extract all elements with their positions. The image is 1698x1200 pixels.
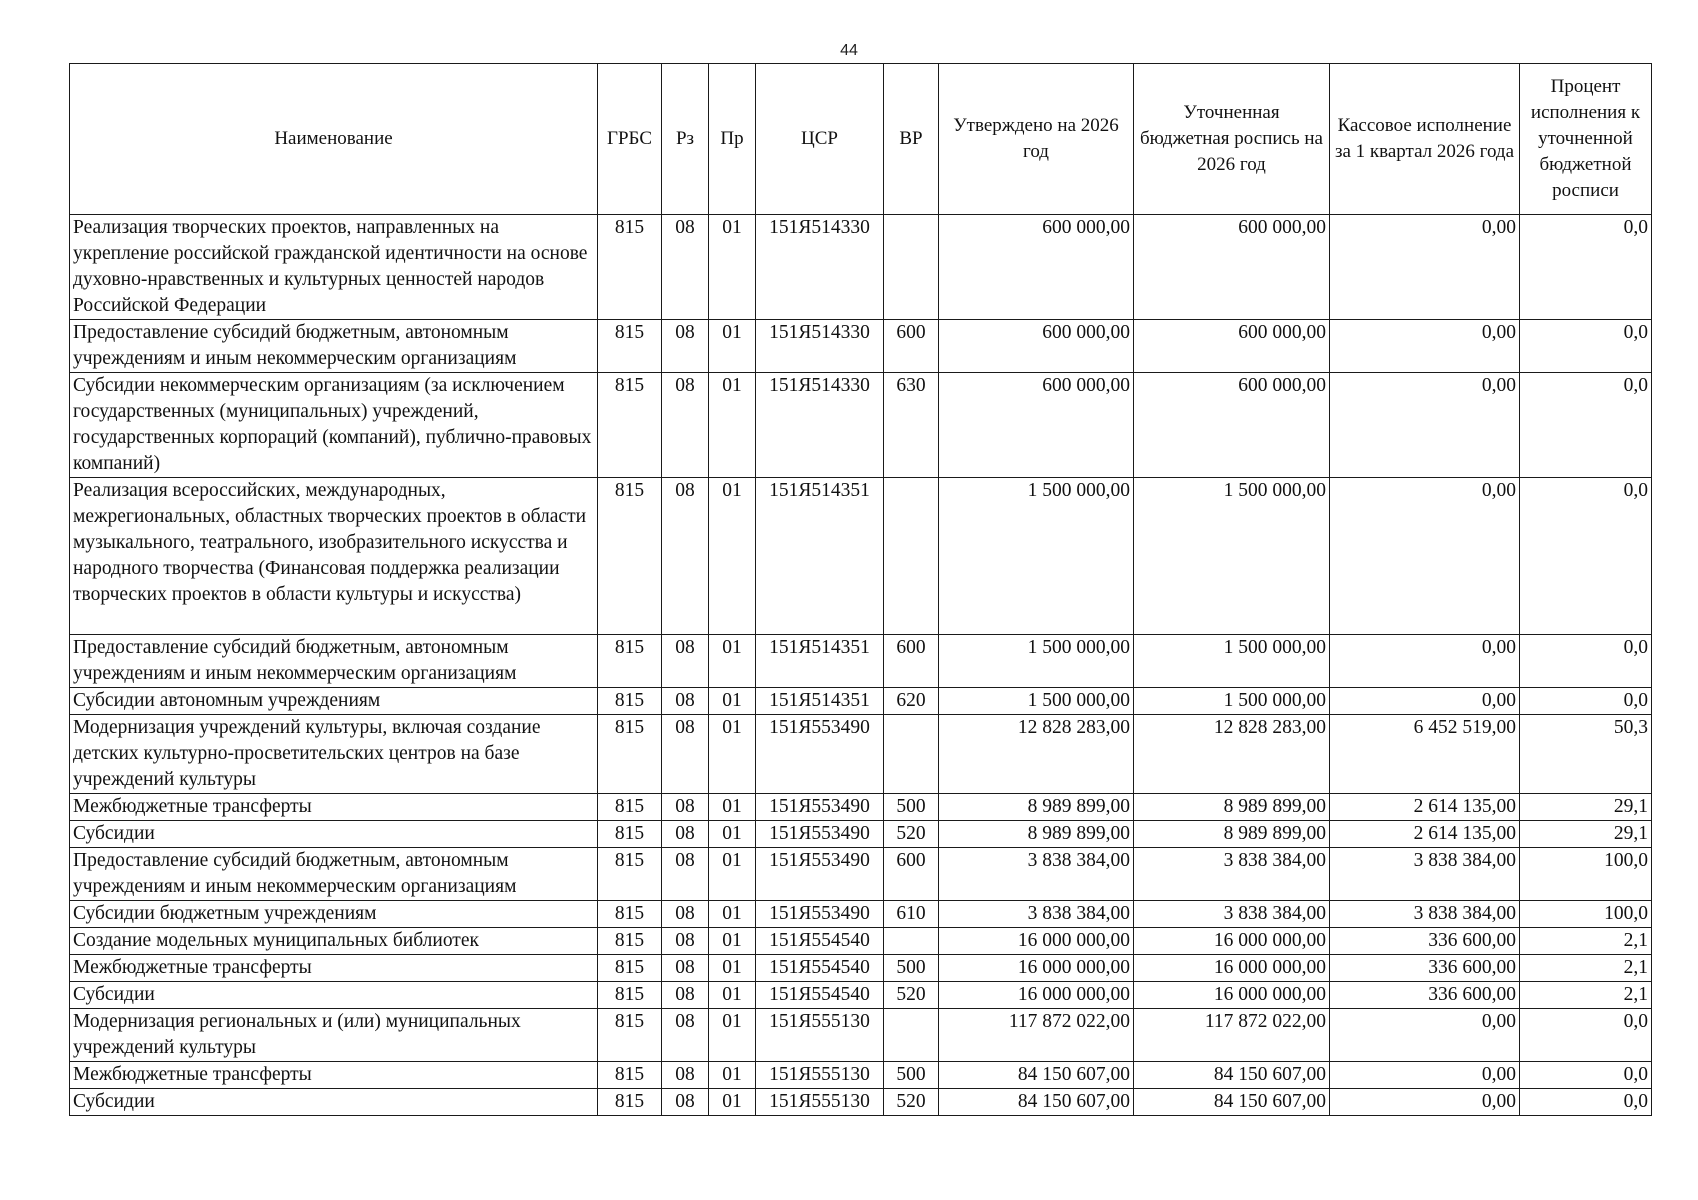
table-row xyxy=(70,373,1652,478)
row-csr: 151Я553490 xyxy=(756,821,884,848)
row-vr: 520 xyxy=(884,821,939,848)
header-pr: Пр xyxy=(709,64,756,215)
row-csr: 151Я514330 xyxy=(756,215,884,320)
row-refined: 12 828 283,00 xyxy=(1134,715,1330,794)
row-name: Субсидии xyxy=(70,982,598,1009)
row-approved: 84 150 607,00 xyxy=(939,1089,1134,1116)
table-row xyxy=(70,821,1652,848)
row-rz: 08 xyxy=(662,794,709,821)
row-executed: 0,00 xyxy=(1330,1062,1520,1089)
table-row xyxy=(70,982,1652,1009)
row-vr: 620 xyxy=(884,688,939,715)
row-name: Реализация всероссийских, международных, межрегиональных, областных творческих проектов в области музыкального, театрального, изобразительного искусства и народного творчества (Финансовая поддержка реализации творческих проектов в области культуры и искусства) xyxy=(70,478,598,635)
table-header-row xyxy=(70,64,1652,215)
row-csr: 151Я553490 xyxy=(756,901,884,928)
row-percent: 0,0 xyxy=(1520,1009,1652,1062)
row-grbs: 815 xyxy=(598,1009,662,1062)
row-percent: 0,0 xyxy=(1520,635,1652,688)
row-csr: 151Я514330 xyxy=(756,320,884,373)
row-pr: 01 xyxy=(709,478,756,635)
row-vr: 600 xyxy=(884,320,939,373)
row-rz: 08 xyxy=(662,821,709,848)
row-pr: 01 xyxy=(709,821,756,848)
row-percent: 0,0 xyxy=(1520,1062,1652,1089)
row-approved: 117 872 022,00 xyxy=(939,1009,1134,1062)
row-percent: 0,0 xyxy=(1520,320,1652,373)
header-name: Наименование xyxy=(70,64,598,215)
header-executed: Кассовое исполнение за 1 квартал 2026 года xyxy=(1330,64,1520,215)
table-row xyxy=(70,688,1652,715)
row-percent: 50,3 xyxy=(1520,715,1652,794)
row-percent: 2,1 xyxy=(1520,955,1652,982)
row-rz: 08 xyxy=(662,715,709,794)
row-approved: 600 000,00 xyxy=(939,215,1134,320)
header-approved: Утверждено на 2026 год xyxy=(939,64,1134,215)
row-executed: 2 614 135,00 xyxy=(1330,794,1520,821)
table-row xyxy=(70,715,1652,794)
row-refined: 8 989 899,00 xyxy=(1134,821,1330,848)
page-number: 44 xyxy=(840,42,858,59)
row-refined: 1 500 000,00 xyxy=(1134,478,1330,635)
row-executed: 0,00 xyxy=(1330,688,1520,715)
table-row xyxy=(70,635,1652,688)
row-pr: 01 xyxy=(709,928,756,955)
row-grbs: 815 xyxy=(598,928,662,955)
table-row xyxy=(70,1009,1652,1062)
row-grbs: 815 xyxy=(598,1089,662,1116)
header-csr: ЦСР xyxy=(756,64,884,215)
row-name: Межбюджетные трансферты xyxy=(70,1062,598,1089)
row-executed: 0,00 xyxy=(1330,478,1520,635)
row-rz: 08 xyxy=(662,320,709,373)
row-approved: 600 000,00 xyxy=(939,320,1134,373)
row-grbs: 815 xyxy=(598,715,662,794)
row-name: Межбюджетные трансферты xyxy=(70,794,598,821)
row-refined: 600 000,00 xyxy=(1134,215,1330,320)
row-grbs: 815 xyxy=(598,955,662,982)
row-refined: 3 838 384,00 xyxy=(1134,848,1330,901)
row-name: Модернизация региональных и (или) муниципальных учреждений культуры xyxy=(70,1009,598,1062)
row-grbs: 815 xyxy=(598,688,662,715)
row-percent: 29,1 xyxy=(1520,821,1652,848)
row-grbs: 815 xyxy=(598,478,662,635)
table-row xyxy=(70,215,1652,320)
row-name: Субсидии некоммерческим организациям (за исключением государственных (муниципальных) учреждений, государственных корпораций (компаний), публично-правовых компаний) xyxy=(70,373,598,478)
table-row xyxy=(70,1089,1652,1116)
row-executed: 0,00 xyxy=(1330,635,1520,688)
row-percent: 29,1 xyxy=(1520,794,1652,821)
table-row xyxy=(70,1062,1652,1089)
row-grbs: 815 xyxy=(598,635,662,688)
row-name: Создание модельных муниципальных библиотек xyxy=(70,928,598,955)
row-executed: 0,00 xyxy=(1330,1009,1520,1062)
row-refined: 600 000,00 xyxy=(1134,320,1330,373)
row-pr: 01 xyxy=(709,688,756,715)
row-percent: 0,0 xyxy=(1520,1089,1652,1116)
row-vr: 630 xyxy=(884,373,939,478)
header-rz: Рз xyxy=(662,64,709,215)
row-name: Реализация творческих проектов, направленных на укрепление российской гражданской идентичности на основе духовно-нравственных и культурных ценностей народов Российской Федерации xyxy=(70,215,598,320)
row-vr: 520 xyxy=(884,982,939,1009)
row-csr: 151Я554540 xyxy=(756,955,884,982)
row-pr: 01 xyxy=(709,373,756,478)
table-row xyxy=(70,848,1652,901)
row-rz: 08 xyxy=(662,928,709,955)
row-pr: 01 xyxy=(709,635,756,688)
row-name: Субсидии автономным учреждениям xyxy=(70,688,598,715)
row-csr: 151Я553490 xyxy=(756,848,884,901)
row-csr: 151Я553490 xyxy=(756,794,884,821)
row-pr: 01 xyxy=(709,901,756,928)
row-rz: 08 xyxy=(662,955,709,982)
row-grbs: 815 xyxy=(598,215,662,320)
row-refined: 8 989 899,00 xyxy=(1134,794,1330,821)
row-rz: 08 xyxy=(662,215,709,320)
row-pr: 01 xyxy=(709,320,756,373)
row-name: Предоставление субсидий бюджетным, автономным учреждениям и иным некоммерческим организациям xyxy=(70,635,598,688)
row-vr xyxy=(884,478,939,635)
row-csr: 151Я514351 xyxy=(756,688,884,715)
row-rz: 08 xyxy=(662,848,709,901)
row-rz: 08 xyxy=(662,982,709,1009)
table-row xyxy=(70,955,1652,982)
row-csr: 151Я553490 xyxy=(756,715,884,794)
row-vr xyxy=(884,715,939,794)
row-executed: 336 600,00 xyxy=(1330,955,1520,982)
row-grbs: 815 xyxy=(598,373,662,478)
row-refined: 16 000 000,00 xyxy=(1134,982,1330,1009)
row-rz: 08 xyxy=(662,1062,709,1089)
row-executed: 2 614 135,00 xyxy=(1330,821,1520,848)
row-percent: 0,0 xyxy=(1520,478,1652,635)
row-percent: 2,1 xyxy=(1520,982,1652,1009)
row-approved: 8 989 899,00 xyxy=(939,794,1134,821)
row-name: Субсидии xyxy=(70,821,598,848)
row-vr xyxy=(884,928,939,955)
table-row xyxy=(70,794,1652,821)
table-row xyxy=(70,478,1652,635)
row-pr: 01 xyxy=(709,715,756,794)
row-rz: 08 xyxy=(662,1009,709,1062)
header-percent: Процент исполнения к уточненной бюджетной росписи xyxy=(1520,64,1652,215)
row-name: Субсидии бюджетным учреждениям xyxy=(70,901,598,928)
row-approved: 16 000 000,00 xyxy=(939,928,1134,955)
row-pr: 01 xyxy=(709,215,756,320)
table-row xyxy=(70,901,1652,928)
row-approved: 1 500 000,00 xyxy=(939,688,1134,715)
row-csr: 151Я514351 xyxy=(756,635,884,688)
row-grbs: 815 xyxy=(598,901,662,928)
row-refined: 600 000,00 xyxy=(1134,373,1330,478)
header-vr: ВР xyxy=(884,64,939,215)
row-approved: 84 150 607,00 xyxy=(939,1062,1134,1089)
row-executed: 336 600,00 xyxy=(1330,928,1520,955)
row-vr xyxy=(884,215,939,320)
row-csr: 151Я514351 xyxy=(756,478,884,635)
row-refined: 16 000 000,00 xyxy=(1134,955,1330,982)
row-name: Субсидии xyxy=(70,1089,598,1116)
row-grbs: 815 xyxy=(598,794,662,821)
row-approved: 1 500 000,00 xyxy=(939,478,1134,635)
row-approved: 8 989 899,00 xyxy=(939,821,1134,848)
row-approved: 600 000,00 xyxy=(939,373,1134,478)
row-grbs: 815 xyxy=(598,1062,662,1089)
row-name: Межбюджетные трансферты xyxy=(70,955,598,982)
row-percent: 0,0 xyxy=(1520,688,1652,715)
row-pr: 01 xyxy=(709,1062,756,1089)
row-grbs: 815 xyxy=(598,320,662,373)
row-vr: 500 xyxy=(884,794,939,821)
header-refined: Уточненная бюджетная роспись на 2026 год xyxy=(1134,64,1330,215)
row-executed: 3 838 384,00 xyxy=(1330,901,1520,928)
row-rz: 08 xyxy=(662,373,709,478)
row-approved: 16 000 000,00 xyxy=(939,955,1134,982)
row-rz: 08 xyxy=(662,688,709,715)
row-executed: 6 452 519,00 xyxy=(1330,715,1520,794)
row-csr: 151Я514330 xyxy=(756,373,884,478)
row-csr: 151Я555130 xyxy=(756,1009,884,1062)
row-name: Предоставление субсидий бюджетным, автономным учреждениям и иным некоммерческим организациям xyxy=(70,320,598,373)
row-percent: 0,0 xyxy=(1520,373,1652,478)
row-pr: 01 xyxy=(709,848,756,901)
row-vr: 610 xyxy=(884,901,939,928)
row-approved: 12 828 283,00 xyxy=(939,715,1134,794)
row-executed: 0,00 xyxy=(1330,320,1520,373)
row-vr: 500 xyxy=(884,955,939,982)
row-csr: 151Я555130 xyxy=(756,1089,884,1116)
row-vr xyxy=(884,1009,939,1062)
row-vr: 500 xyxy=(884,1062,939,1089)
row-vr: 600 xyxy=(884,848,939,901)
row-refined: 84 150 607,00 xyxy=(1134,1062,1330,1089)
row-refined: 84 150 607,00 xyxy=(1134,1089,1330,1116)
row-executed: 0,00 xyxy=(1330,373,1520,478)
row-refined: 1 500 000,00 xyxy=(1134,688,1330,715)
row-percent: 0,0 xyxy=(1520,215,1652,320)
row-vr: 520 xyxy=(884,1089,939,1116)
row-approved: 1 500 000,00 xyxy=(939,635,1134,688)
row-csr: 151Я555130 xyxy=(756,1062,884,1089)
row-percent: 2,1 xyxy=(1520,928,1652,955)
row-rz: 08 xyxy=(662,1089,709,1116)
table-row xyxy=(70,320,1652,373)
row-pr: 01 xyxy=(709,1009,756,1062)
row-name: Модернизация учреждений культуры, включая создание детских культурно-просветительских центров на базе учреждений культуры xyxy=(70,715,598,794)
row-csr: 151Я554540 xyxy=(756,982,884,1009)
row-rz: 08 xyxy=(662,901,709,928)
row-grbs: 815 xyxy=(598,982,662,1009)
row-refined: 16 000 000,00 xyxy=(1134,928,1330,955)
row-pr: 01 xyxy=(709,955,756,982)
row-refined: 117 872 022,00 xyxy=(1134,1009,1330,1062)
row-vr: 600 xyxy=(884,635,939,688)
row-executed: 3 838 384,00 xyxy=(1330,848,1520,901)
row-percent: 100,0 xyxy=(1520,848,1652,901)
row-rz: 08 xyxy=(662,478,709,635)
row-executed: 336 600,00 xyxy=(1330,982,1520,1009)
row-executed: 0,00 xyxy=(1330,1089,1520,1116)
row-csr: 151Я554540 xyxy=(756,928,884,955)
budget-table xyxy=(69,63,1652,1116)
row-percent: 100,0 xyxy=(1520,901,1652,928)
header-grbs: ГРБС xyxy=(598,64,662,215)
row-grbs: 815 xyxy=(598,848,662,901)
row-refined: 3 838 384,00 xyxy=(1134,901,1330,928)
row-executed: 0,00 xyxy=(1330,215,1520,320)
row-approved: 3 838 384,00 xyxy=(939,848,1134,901)
table-row xyxy=(70,928,1652,955)
row-name: Предоставление субсидий бюджетным, автономным учреждениям и иным некоммерческим организациям xyxy=(70,848,598,901)
row-approved: 3 838 384,00 xyxy=(939,901,1134,928)
row-approved: 16 000 000,00 xyxy=(939,982,1134,1009)
row-pr: 01 xyxy=(709,794,756,821)
row-pr: 01 xyxy=(709,982,756,1009)
row-grbs: 815 xyxy=(598,821,662,848)
row-pr: 01 xyxy=(709,1089,756,1116)
row-rz: 08 xyxy=(662,635,709,688)
row-refined: 1 500 000,00 xyxy=(1134,635,1330,688)
